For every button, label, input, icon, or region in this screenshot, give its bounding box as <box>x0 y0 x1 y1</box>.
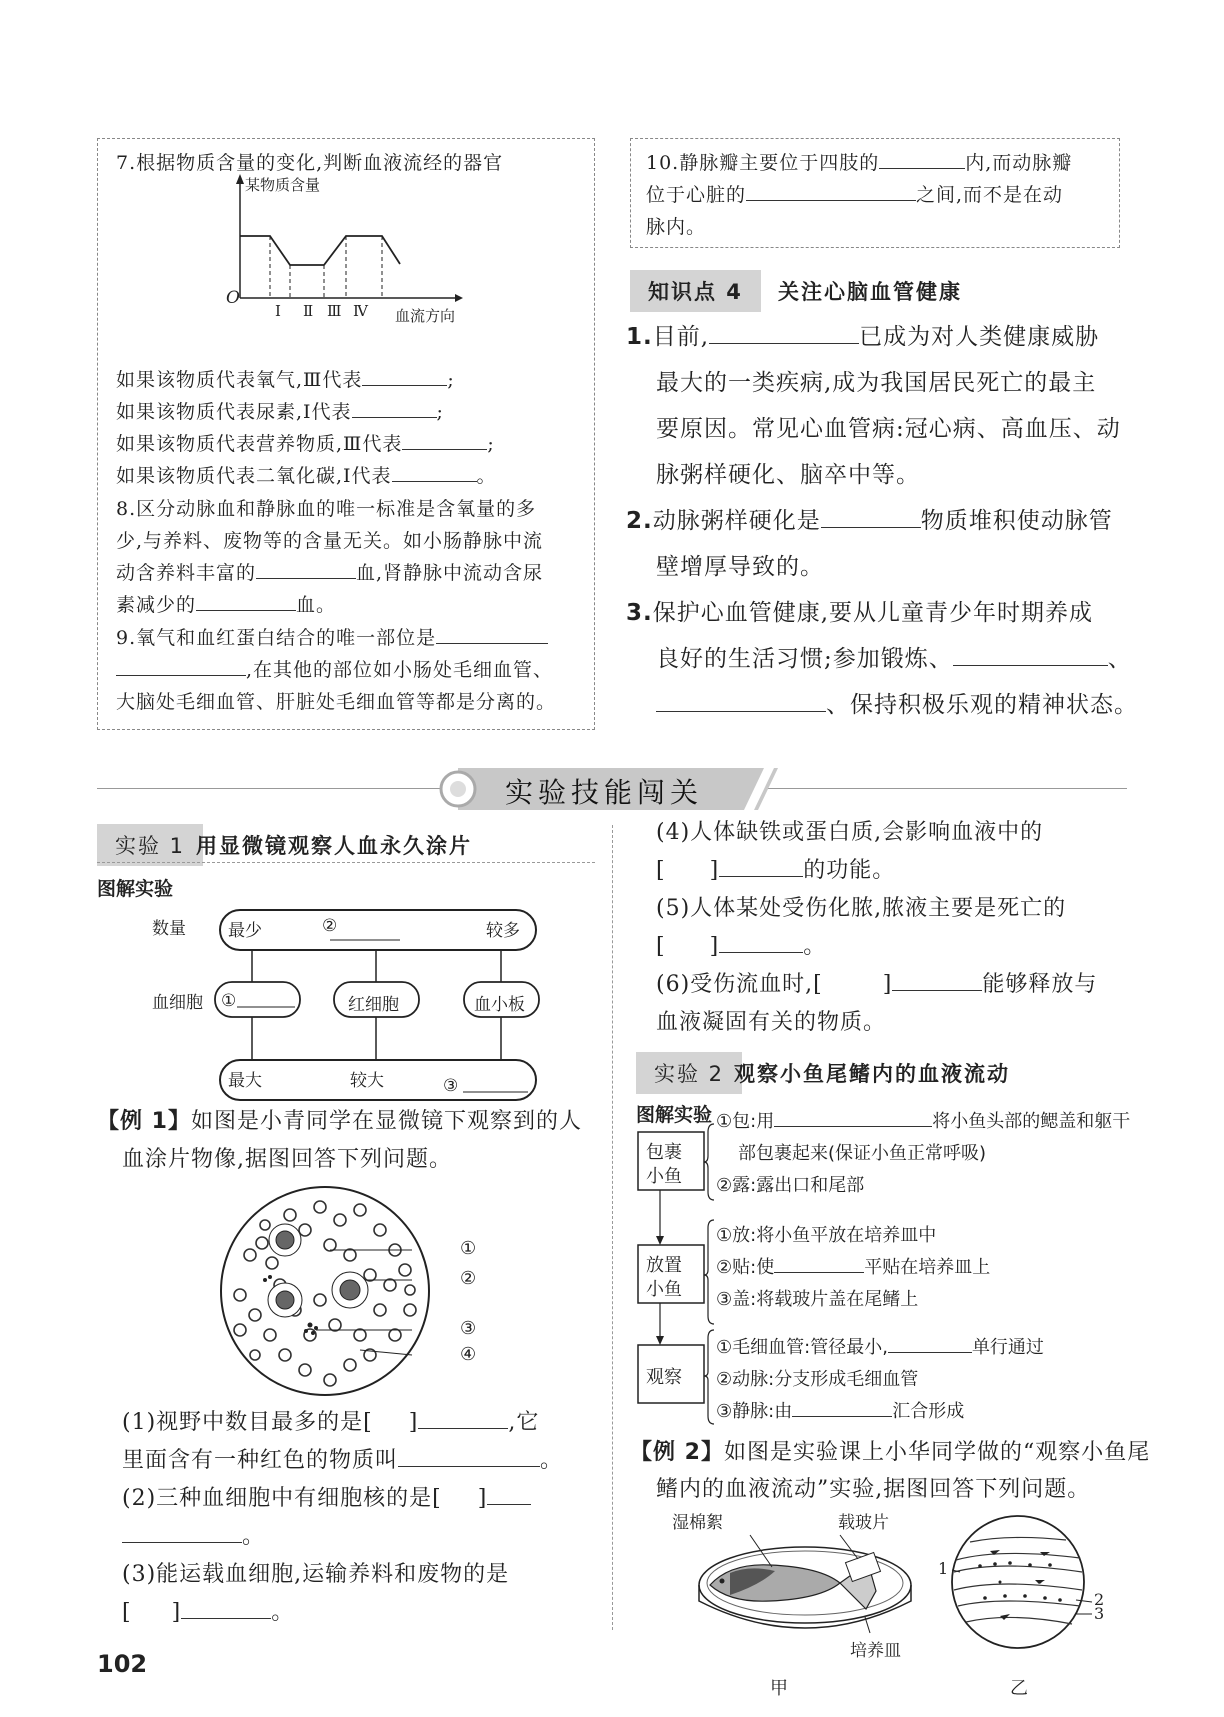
exp1-top-left: 最少 <box>228 921 262 941</box>
q7-y-label: 某物质含量 <box>245 176 321 194</box>
kp4-title: 关注心脑血管健康 <box>778 280 962 304</box>
exp1-q2-line-2: 。 <box>122 1514 265 1560</box>
exp2-title: 观察小鱼尾鳍内的血液流动 <box>734 1062 1010 1086</box>
exp2-box3: 观察 <box>646 1367 682 1388</box>
q7-line-4: 如果该物质代表二氧化碳,Ⅰ代表 。 <box>116 461 497 491</box>
q7-tick-2: Ⅱ <box>303 302 314 320</box>
exp1-q1-line-1: (1)视野中数目最多的是[ ] ,它 <box>122 1410 540 1435</box>
kp4-item-1-line-1: 1.目前, 已成为对人类健康威胁 <box>626 324 1100 350</box>
exp2-step2-line-1: ①放:将小鱼平放在培养皿中 <box>716 1225 937 1246</box>
kp4-item-3-line-3: 、保持积极乐观的精神状态。 <box>656 682 1138 728</box>
exp1-underline <box>97 862 595 863</box>
q10-line-2: 位于心脏的 之间,而不是在动 <box>646 180 1063 210</box>
right-q5-line-2: [ ] 。 <box>656 934 827 959</box>
right-q4-line-2: [ ] 的功能。 <box>656 858 896 883</box>
exp1-cell-2: 红细胞 <box>348 995 399 1015</box>
smear-label-2: ② <box>460 1268 477 1289</box>
exp2-step1-line-3: ②露:露出口和尾部 <box>716 1175 865 1196</box>
q9-line-2: ,在其他的部位如小肠处毛细血管、 <box>116 655 553 685</box>
right-q4-line-1: (4)人体缺铁或蛋白质,会影响血液中的 <box>656 820 1044 845</box>
exp2-example-line-2: 鳍内的血液流动”实验,据图回答下列问题。 <box>656 1477 1091 1502</box>
right-q6-line-1: (6)受伤流血时,[ ] 能够释放与 <box>656 972 1098 997</box>
kp4-item-1-line-4: 脉粥样硬化、脑卒中等。 <box>656 462 920 488</box>
exp1-sub: 图解实验 <box>97 878 174 900</box>
exp2-step1-line-1: ①包:用 将小鱼头部的鳃盖和躯干 <box>716 1106 1130 1138</box>
exp2-step3-line-2: ②动脉:分支形成毛细血管 <box>716 1369 919 1390</box>
exp2-box2-line-1: 放置 <box>646 1255 682 1276</box>
exp1-q3-line-1: (3)能运载血细胞,运输养料和废物的是 <box>122 1562 510 1587</box>
exp1-top-mid: ② <box>322 916 338 936</box>
exp1-tag: 实验 1 <box>97 824 203 866</box>
kp4-item-1-line-3: 要原因。常见心血管病:冠心病、高血压、动 <box>656 416 1121 442</box>
exp2-step1-line-2: 部包裹起来(保证小鱼正常呼吸) <box>738 1143 987 1164</box>
exp2-step3-line-3: ③静脉:由 汇合形成 <box>716 1396 964 1428</box>
label-jia: 甲 <box>770 1678 788 1699</box>
label-cotton: 湿棉絮 <box>672 1513 723 1533</box>
q8-line-1: 8.区分动脉血和静脉血的唯一标准是含氧量的多 <box>116 498 537 520</box>
label-dish: 培养皿 <box>850 1641 901 1661</box>
q7-x-label: 血流方向 <box>395 307 456 325</box>
q7-tick-1: Ⅰ <box>275 302 281 320</box>
smear-label-1: ① <box>460 1238 477 1259</box>
exp2-box1-line-1: 包裹 <box>646 1142 682 1163</box>
q8-line-3: 动含养料丰富的 血,肾静脉中流动含尿 <box>116 558 543 588</box>
kp4-item-3-line-1: 3.保护心血管健康,要从儿童青少年时期养成 <box>626 600 1094 626</box>
kp4-tag: 知识点 4 <box>630 270 761 312</box>
right-q5-line-1: (5)人体某处受伤化脓,脓液主要是死亡的 <box>656 896 1067 921</box>
capillary-figure <box>940 1510 1120 1660</box>
q10-line-1: 10.静脉瓣主要位于四肢的 内,而动脉瓣 <box>646 148 1072 178</box>
q10-line-3: 脉内。 <box>646 216 707 238</box>
exp1-q2-line-1: (2)三种血细胞中有细胞核的是[ ] <box>122 1476 531 1522</box>
q7-tick-4: Ⅳ <box>353 302 368 320</box>
column-divider <box>612 825 613 1630</box>
exp1-bot-left: 最大 <box>228 1071 262 1091</box>
exp2-tag: 实验 2 <box>636 1052 742 1094</box>
right-q6-line-2: 血液凝固有关的物质。 <box>656 1010 887 1035</box>
q7-origin: O <box>226 288 240 308</box>
label-yi: 乙 <box>1010 1678 1028 1699</box>
exp2-sub: 图解实验 <box>636 1104 713 1126</box>
capillary-label-2: 2 <box>1094 1590 1105 1609</box>
exp1-cell-1: ① <box>221 991 237 1011</box>
exp2-step2-line-2: ②贴:使 平贴在培养皿上 <box>716 1252 990 1284</box>
q7-tick-3: Ⅲ <box>327 302 342 320</box>
exp1-example-line-1: 【例 1】如图是小青同学在显微镜下观察到的人 <box>97 1109 582 1134</box>
exp1-q1-line-2: 里面含有一种红色的物质叫 。 <box>122 1448 564 1473</box>
exp1-bot-mid: 较大 <box>350 1071 384 1091</box>
q7-line-3: 如果该物质代表营养物质,Ⅲ代表 ; <box>116 429 495 459</box>
page-number: 102 <box>97 1650 148 1678</box>
q8-line-2: 少,与养料、废物等的含量无关。如小肠静脉中流 <box>116 530 544 552</box>
banner-title: 实验技能闯关 <box>505 776 704 809</box>
kp4-item-2-line-2: 壁增厚导致的。 <box>656 554 824 580</box>
q9-line-1: 9.氧气和血红蛋白结合的唯一部位是 <box>116 623 548 653</box>
q7-line-1: 如果该物质代表氧气,Ⅲ代表 ; <box>116 365 455 395</box>
capillary-label-3: 3 <box>1094 1604 1105 1623</box>
exp1-top-right: 较多 <box>486 921 520 941</box>
exp2-example-line-1: 【例 2】如图是实验课上小华同学做的“观察小鱼尾 <box>630 1440 1151 1465</box>
exp1-cell-3: 血小板 <box>474 995 525 1015</box>
kp4-item-1-line-2: 最大的一类疾病,成为我国居民死亡的最主 <box>656 370 1097 396</box>
label-slide: 载玻片 <box>838 1513 889 1533</box>
exp1-example-line-2: 血涂片物像,据图回答下列问题。 <box>122 1147 452 1172</box>
exp2-box1-line-2: 小鱼 <box>646 1166 682 1187</box>
smear-label-3: ③ <box>460 1318 477 1339</box>
exp2-step3-line-1: ①毛细血管:管径最小, 单行通过 <box>716 1332 1044 1364</box>
exp1-row-count: 数量 <box>152 919 186 939</box>
exp1-title: 用显微镜观察人血永久涂片 <box>196 834 472 858</box>
capillary-label-1: 1 <box>938 1559 949 1578</box>
kp4-item-3-line-2: 良好的生活习惯;参加锻炼、 、 <box>656 646 1132 672</box>
exp1-row-cell: 血细胞 <box>152 993 203 1013</box>
kp4-item-2-line-1: 2.动脉粥样硬化是 物质堆积使动脉管 <box>626 508 1113 534</box>
exp2-step2-line-3: ③盖:将载玻片盖在尾鳍上 <box>716 1289 919 1310</box>
smear-label-4: ④ <box>460 1344 477 1365</box>
q9-line-3: 大脑处毛细血管、肝脏处毛细血管等都是分离的。 <box>116 691 557 713</box>
q8-line-4: 素减少的 血。 <box>116 590 336 620</box>
q7-title: 7.根据物质含量的变化,判断血液流经的器官 <box>116 152 504 174</box>
q7-line-2: 如果该物质代表尿素,Ⅰ代表 ; <box>116 397 444 427</box>
blood-smear-figure <box>210 1185 500 1400</box>
exp1-bot-right: ③ <box>443 1076 459 1096</box>
exp1-q3-line-2: [ ] 。 <box>122 1600 295 1625</box>
exp2-box2-line-2: 小鱼 <box>646 1279 682 1300</box>
